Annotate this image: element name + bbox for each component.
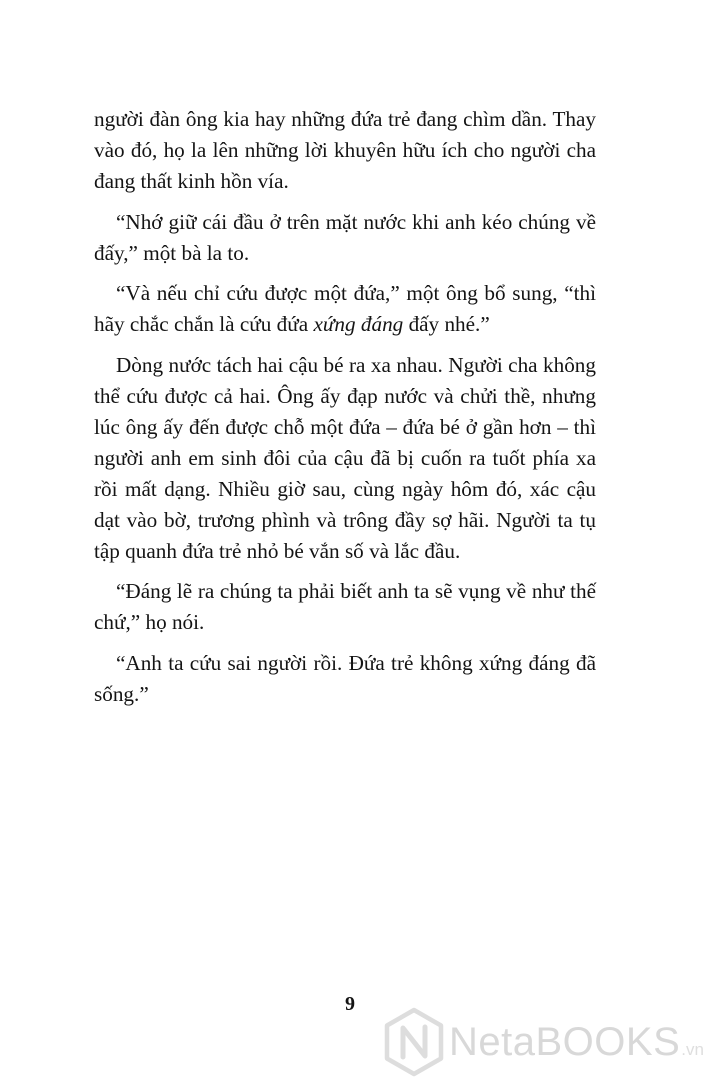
paragraph-3-text-end: đấy nhé.” <box>403 312 490 336</box>
paragraph-3-italic-text: xứng đáng <box>313 312 404 336</box>
paragraph-1: người đàn ông kia hay những đứa trẻ đang chìm dần. Thay vào đó, họ la lên những lời khuyên hữu ích cho người cha đang thất kinh hồn vía. <box>94 107 596 193</box>
page-body <box>94 104 596 719</box>
paragraph-5: “Đáng lẽ ra chúng ta phải biết anh ta sẽ vụng về như thế chứ,” họ nói. <box>94 579 596 634</box>
paragraph-6: “Anh ta cứu sai người rồi. Đứa trẻ không xứng đáng đã sống.” <box>94 650 596 706</box>
watermark-brand-text: NetaBOOKS <box>449 1019 681 1064</box>
netabooks-watermark <box>383 1006 704 1078</box>
page-number: 9 <box>345 993 355 1015</box>
paragraph-4: Dòng nước tách hai cậu bé ra xa nhau. Người cha không thể cứu được cả hai. Ông ấy đạp nước và chửi thề, nhưng lúc ông ấy đến được chỗ một đứa – đứa bé ở gần hơn – thì người anh em sinh đôi của cậu đã bị cuốn ra tuốt phía xa rồi mất dạng. Nhiều giờ sau, cùng ngày hôm đó, xác cậu dạt vào bờ, trương phình và trông đầy sợ hãi. Người ta tụ tập quanh đứa trẻ nhỏ bé vắn số và lắc đầu. <box>94 352 596 563</box>
paragraph-3 <box>94 278 596 340</box>
paragraph-3-text-start: “Và nếu chỉ cứu được một đứa,” một ông bổ sung, “thì hãy chắc chắn là cứu đứa <box>94 281 596 336</box>
paragraph-2: “Nhớ giữ cái đầu ở trên mặt nước khi anh kéo chúng về đấy,” một bà la to. <box>94 209 596 265</box>
netabooks-logo-icon <box>383 1007 445 1077</box>
watermark-suffix-text: .vn <box>681 1040 704 1059</box>
